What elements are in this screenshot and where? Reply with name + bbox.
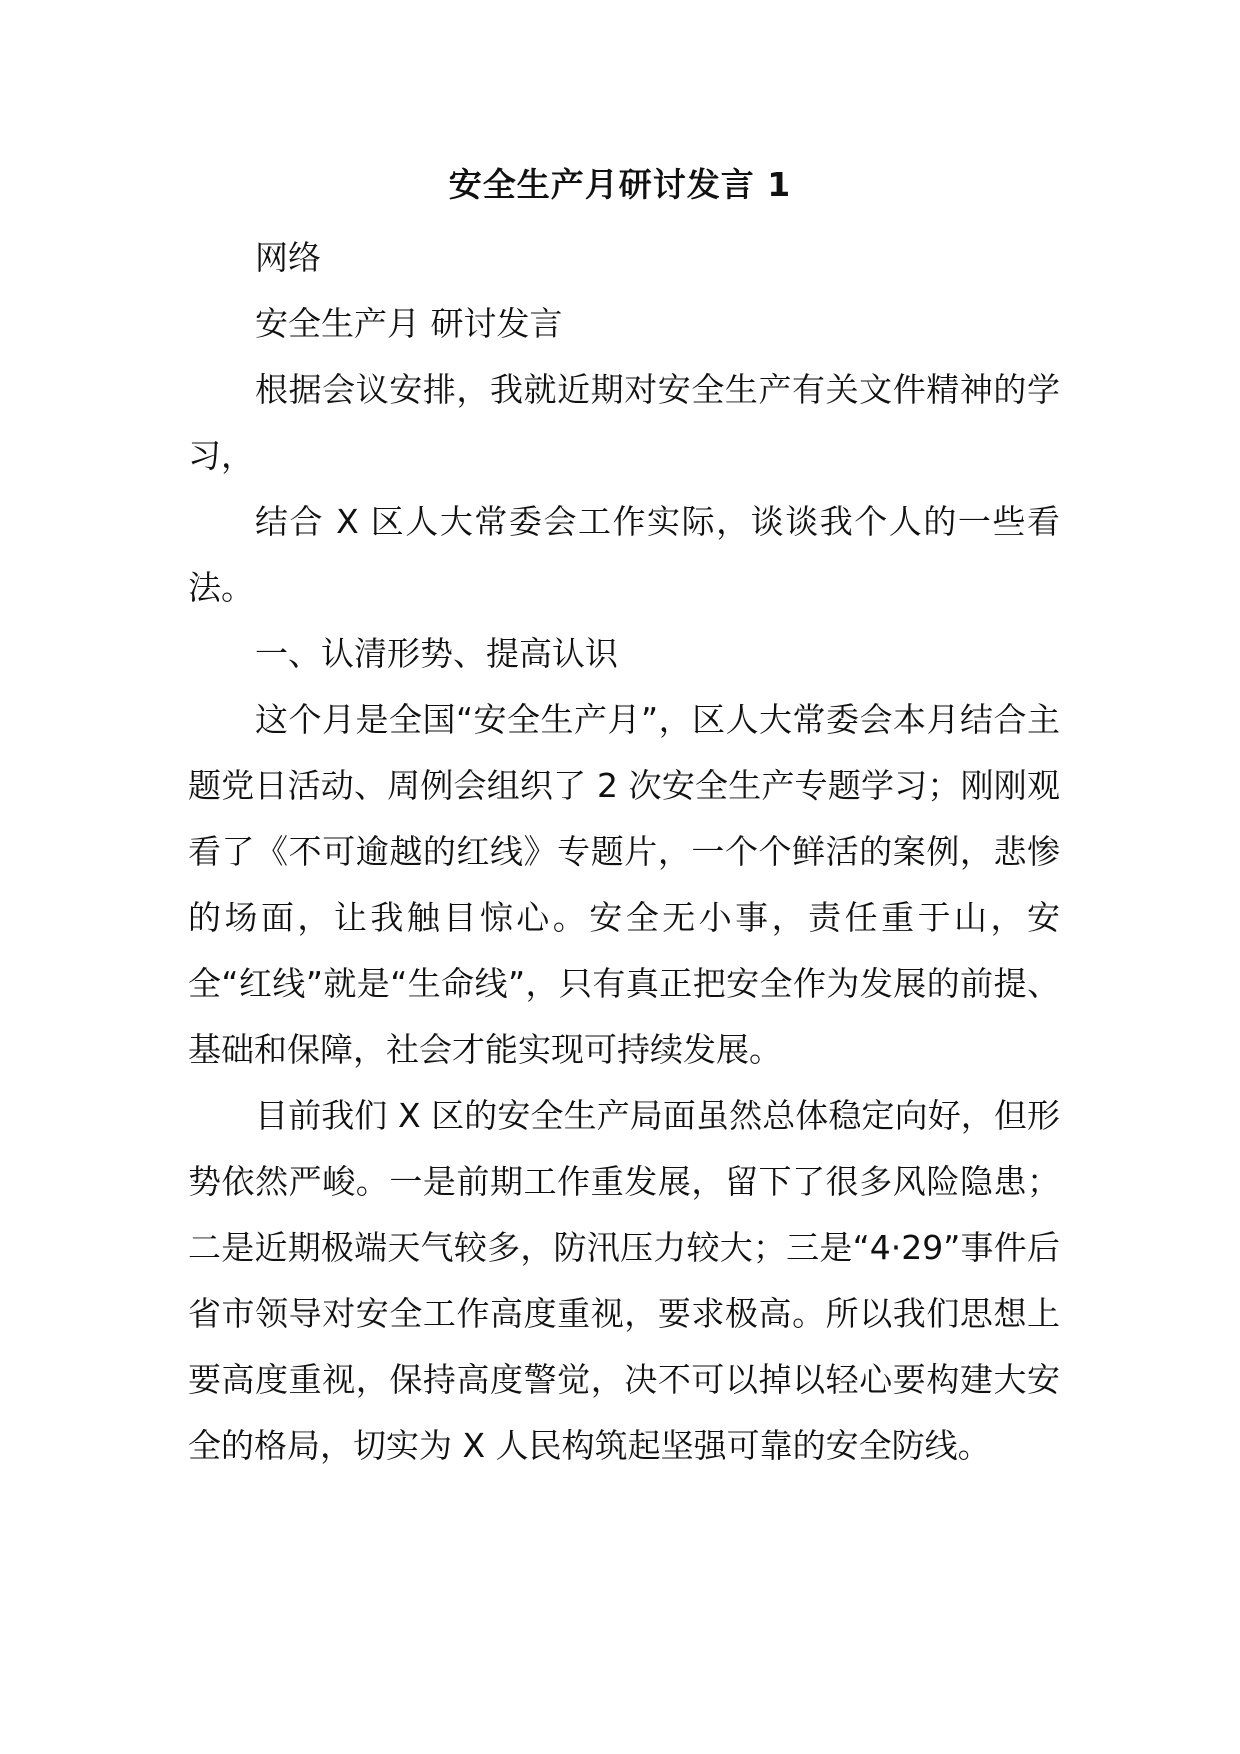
paragraph-intro-1: 根据会议安排，我就近期对安全生产有关文件精神的学习， xyxy=(188,370,1060,475)
paragraph-intro-2: 结合 X 区人大常委会工作实际，谈谈我个人的一些看法。 xyxy=(188,502,1060,607)
paragraph-subtitle: 安全生产月 研讨发言 xyxy=(255,304,563,343)
paragraph-current-situation: 目前我们 X 区的安全生产局面虽然总体稳定向好，但形势依然严峻。一是前期工作重发展，留下了很多风险隐患；二是近期极端天气较多，防汛压力较大；三是“4·29”事件后省市领导对安全工作高度重视，要求极高。所以我们思想上要高度重视，保持高度警觉，决不可以掉以轻心要构建大安全的格局，切实为 X 人民构筑起坚强可靠的安全防线。 xyxy=(188,1096,1060,1465)
paragraph-source: 网络 xyxy=(255,238,321,277)
document-title: 安全生产月研讨发言 1 xyxy=(448,165,792,204)
document-body xyxy=(188,225,1060,1479)
section-heading-1: 一、认清形势、提高认识 xyxy=(255,634,618,673)
paragraph-safety-month: 这个月是全国“安全生产月”，区人大常委会本月结合主题党日活动、周例会组织了 2 次安全生产专题学习；刚刚观看了《不可逾越的红线》专题片，一个个鲜活的案例，悲惨的场面，让我触目惊心。安全无小事，责任重于山，安全“红线”就是“生命线”，只有真正把安全作为发展的前提、基础和保障，社会才能实现可持续发展。 xyxy=(188,700,1060,1069)
